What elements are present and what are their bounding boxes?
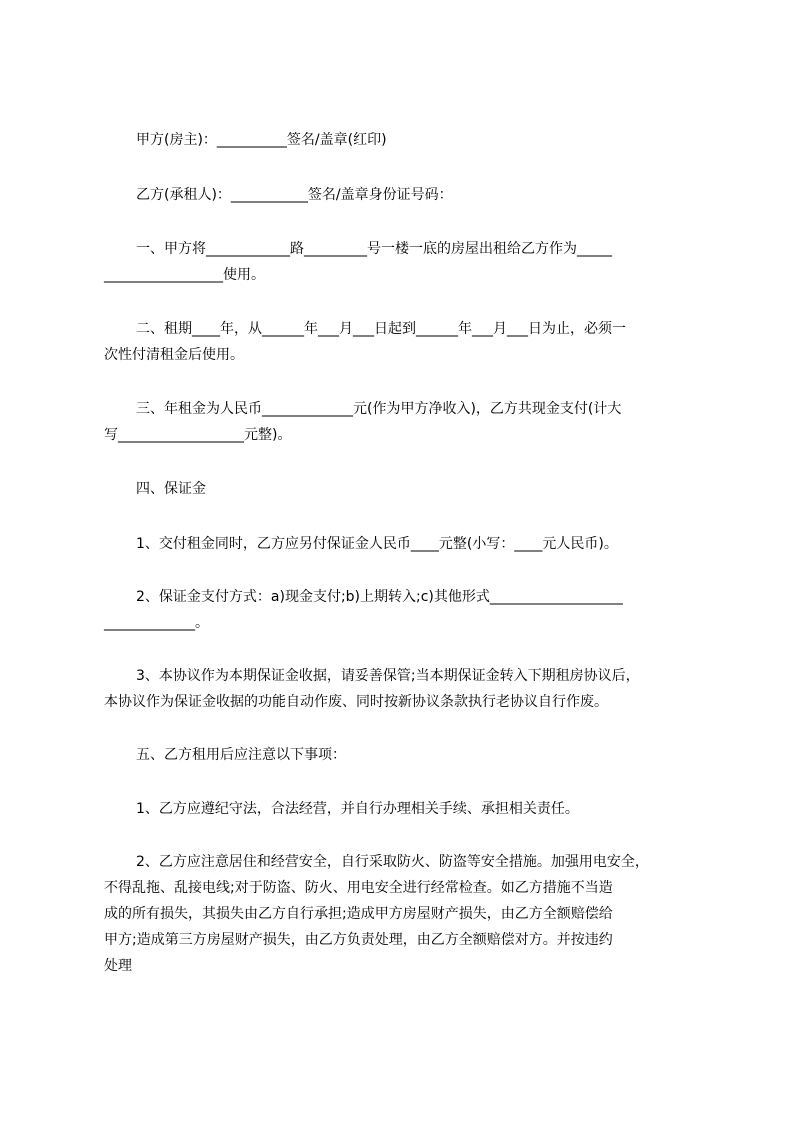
- notice-item-2-line-4: 甲方;造成第三方房屋财产损失，由乙方负责处理，由乙方全额赔偿对方。并按违约: [104, 932, 613, 948]
- clause-2-line-2: 次性付清租金后使用。: [104, 347, 244, 363]
- notice-item-2-line-5: 处理: [104, 958, 132, 974]
- deposit-item-2-line-1: 2、保证金支付方式：a)现金支付;b)上期转入;c)其他形式___________________: [136, 589, 623, 605]
- clause-1-line-2: _________________使用。: [104, 267, 265, 283]
- landlord-line: 甲方(房主)：__________签名/盖章(红印): [136, 132, 387, 148]
- clause-3-line-1: 三、年租金为人民币_____________元(作为甲方净收入)，乙方共现金支付(计大: [136, 401, 622, 417]
- deposit-item-1: 1、交付租金同时，乙方应另付保证金人民币____元整(小写：____元人民币)。: [136, 536, 618, 552]
- notice-item-2-line-2: 不得乱拖、乱接电线;对于防盗、防火、用电安全进行经常检查。如乙方措施不当造: [104, 880, 613, 896]
- clause-1-line-1: 一、甲方将____________路_________号一楼一底的房屋出租给乙方作为_____: [136, 241, 612, 257]
- tenant-line: 乙方(承租人)：___________签名/盖章身份证号码：: [136, 187, 453, 203]
- deposit-item-3-line-2: 本协议作为保证金收据的功能自动作废、同时按新协议条款执行老协议自行作废。: [104, 694, 608, 710]
- notice-item-2-line-1: 2、乙方应注意居住和经营安全，自行采取防火、防盗等安全措施。加强用电安全，: [136, 854, 649, 870]
- clause-4-heading: 四、保证金: [136, 481, 206, 497]
- clause-2-line-1: 二、租期____年，从______年___月___日起到______年___月___日为止，必须一: [136, 321, 626, 337]
- notice-item-2-line-3: 成的所有损失，其损失由乙方自行承担;造成甲方房屋财产损失，由乙方全额赔偿给: [104, 906, 613, 922]
- clause-5-heading: 五、乙方租用后应注意以下事项：: [136, 747, 346, 763]
- clause-3-line-2: 写__________________元整)。: [104, 427, 292, 443]
- notice-item-1: 1、乙方应遵纪守法，合法经营，并自行办理相关手续、承担相关责任。: [136, 801, 579, 817]
- deposit-item-3-line-1: 3、本协议作为本期保证金收据，请妥善保管;当本期保证金转入下期租房协议后，: [136, 668, 640, 684]
- deposit-item-2-line-2: _____________。: [104, 615, 209, 631]
